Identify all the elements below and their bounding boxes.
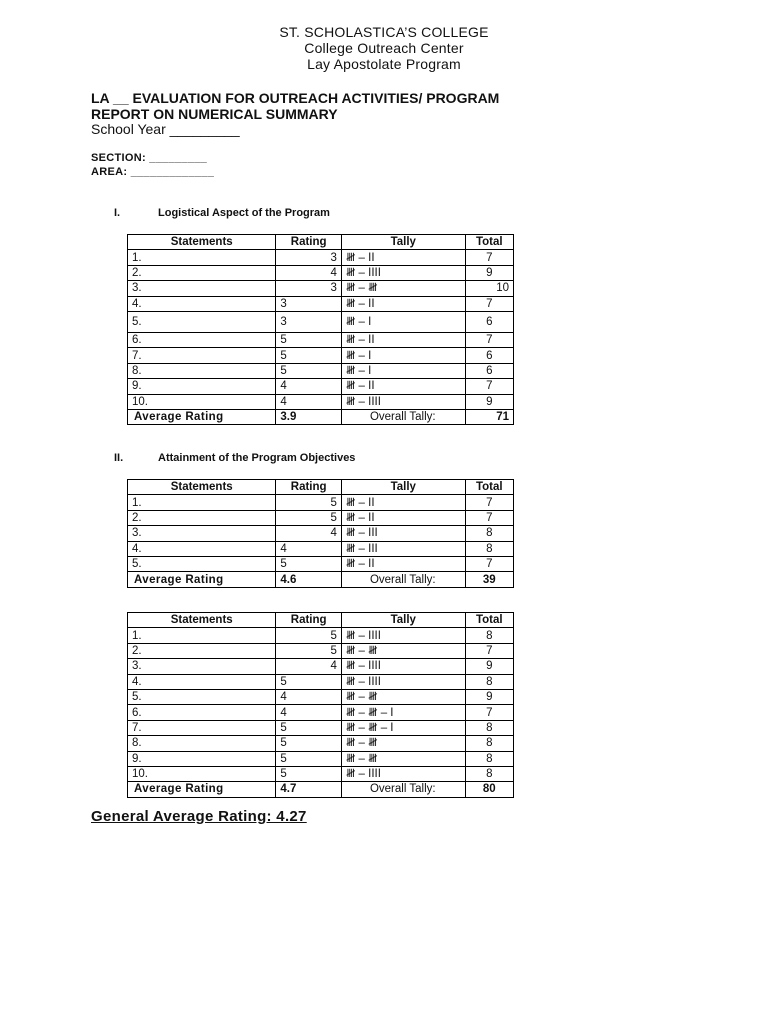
table-row (128, 659, 514, 674)
average-rating-value: 4.7 (276, 782, 342, 797)
total-cell: 9 (465, 659, 513, 674)
general-average-rating: General Average Rating: 4.27 (91, 808, 307, 825)
statement-cell: 1. (128, 628, 276, 643)
statement-cell: 4. (128, 674, 276, 689)
col-tally: Tally (341, 613, 465, 628)
rating-cell: 4 (276, 379, 342, 394)
rating-cell: 5 (276, 736, 342, 751)
total-cell: 7 (465, 250, 513, 265)
average-rating-label: Average Rating (128, 409, 276, 424)
col-total: Total (465, 235, 513, 250)
statement-cell: 6. (128, 705, 276, 720)
rating-cell: 4 (276, 265, 342, 280)
total-cell: 7 (465, 705, 513, 720)
tally-cell: 𝍸 – I (341, 348, 465, 363)
total-cell: 8 (465, 766, 513, 781)
overall-tally-value: 71 (465, 409, 513, 424)
statement-cell: 1. (128, 250, 276, 265)
total-cell: 7 (465, 510, 513, 525)
table-row (128, 363, 514, 378)
table-header-row (128, 235, 514, 250)
area-field: AREA: _____________ (91, 166, 215, 178)
statement-cell: 5. (128, 689, 276, 704)
tally-cell: 𝍸 – 𝍸 (341, 736, 465, 751)
tally-cell: 𝍸 – IIII (341, 766, 465, 781)
tally-cell: 𝍸 – 𝍸 (341, 689, 465, 704)
section-1-title: Logistical Aspect of the Program (158, 207, 330, 219)
tally-cell: 𝍸 – II (341, 510, 465, 525)
document-title (91, 90, 499, 122)
table-row (128, 736, 514, 751)
average-row (128, 782, 514, 797)
tally-cell: 𝍸 – II (341, 379, 465, 394)
col-tally: Tally (341, 480, 465, 495)
statement-cell: 8. (128, 736, 276, 751)
table-row (128, 705, 514, 720)
total-cell: 6 (465, 363, 513, 378)
overall-tally-label: Overall Tally: (341, 782, 465, 797)
rating-cell: 5 (276, 363, 342, 378)
average-row (128, 409, 514, 424)
rating-cell: 3 (276, 250, 342, 265)
tally-cell: 𝍸 – 𝍸 – I (341, 720, 465, 735)
total-cell: 8 (465, 628, 513, 643)
table-row (128, 265, 514, 280)
table-row (128, 556, 514, 571)
tally-cell: 𝍸 – IIII (341, 674, 465, 689)
table-row (128, 332, 514, 347)
total-cell: 9 (465, 689, 513, 704)
section-2-heading (114, 452, 355, 464)
overall-tally-value: 39 (465, 572, 513, 587)
statement-cell: 7. (128, 348, 276, 363)
rating-cell: 5 (276, 495, 342, 510)
col-rating: Rating (276, 613, 342, 628)
total-cell: 8 (465, 720, 513, 735)
rating-cell: 5 (276, 510, 342, 525)
statement-cell: 6. (128, 332, 276, 347)
rating-cell: 3 (276, 296, 342, 311)
tally-cell: 𝍸 – I (341, 363, 465, 378)
table-row (128, 281, 514, 296)
rating-cell: 5 (276, 628, 342, 643)
statement-cell: 10. (128, 766, 276, 781)
center-name: College Outreach Center (304, 40, 464, 56)
statement-cell: 9. (128, 751, 276, 766)
tally-cell: 𝍸 – IIII (341, 265, 465, 280)
statement-cell: 3. (128, 526, 276, 541)
tally-cell: 𝍸 – III (341, 526, 465, 541)
total-cell: 6 (465, 348, 513, 363)
overall-tally-label: Overall Tally: (341, 572, 465, 587)
table-row (128, 720, 514, 735)
school-year-field: School Year _________ (91, 121, 240, 137)
section-field: SECTION: _________ (91, 152, 208, 164)
rating-cell: 5 (276, 643, 342, 658)
tally-cell: 𝍸 – III (341, 541, 465, 556)
table-row (128, 394, 514, 409)
rating-cell: 4 (276, 526, 342, 541)
table-program-objectives-continued (127, 612, 514, 798)
total-cell: 8 (465, 526, 513, 541)
title-line-1: LA __ EVALUATION FOR OUTREACH ACTIVITIES/ PROGRAM (91, 90, 500, 106)
rating-cell: 5 (276, 348, 342, 363)
col-statements: Statements (128, 613, 276, 628)
statement-cell: 9. (128, 379, 276, 394)
average-row (128, 572, 514, 587)
table-row (128, 643, 514, 658)
statement-cell: 7. (128, 720, 276, 735)
tally-cell: 𝍸 – 𝍸 – I (341, 705, 465, 720)
col-total: Total (465, 613, 513, 628)
table-program-objectives (127, 479, 514, 588)
average-rating-label: Average Rating (128, 572, 276, 587)
total-cell: 7 (465, 379, 513, 394)
average-rating-value: 3.9 (276, 409, 342, 424)
tally-cell: 𝍸 – IIII (341, 394, 465, 409)
table-row (128, 628, 514, 643)
document-header (0, 24, 768, 72)
rating-cell: 3 (276, 281, 342, 296)
rating-cell: 5 (276, 556, 342, 571)
col-statements: Statements (128, 480, 276, 495)
tally-cell: 𝍸 – 𝍸 (341, 751, 465, 766)
tally-cell: 𝍸 – II (341, 332, 465, 347)
table-row (128, 379, 514, 394)
col-tally: Tally (341, 235, 465, 250)
program-name: Lay Apostolate Program (307, 56, 461, 72)
col-statements: Statements (128, 235, 276, 250)
rating-cell: 4 (276, 705, 342, 720)
title-line-2: REPORT ON NUMERICAL SUMMARY (91, 106, 338, 122)
total-cell: 8 (465, 736, 513, 751)
statement-cell: 5. (128, 311, 276, 332)
rating-cell: 4 (276, 659, 342, 674)
total-cell: 9 (465, 265, 513, 280)
tally-cell: 𝍸 – II (341, 250, 465, 265)
rating-cell: 4 (276, 394, 342, 409)
total-cell: 7 (465, 332, 513, 347)
table-header-row (128, 613, 514, 628)
college-name: ST. SCHOLASTICA’S COLLEGE (279, 24, 489, 40)
tally-cell: 𝍸 – II (341, 296, 465, 311)
total-cell: 8 (465, 674, 513, 689)
table-row (128, 766, 514, 781)
statement-cell: 2. (128, 643, 276, 658)
statement-cell: 8. (128, 363, 276, 378)
section-1-number: I. (114, 207, 121, 219)
table-row (128, 541, 514, 556)
tally-cell: 𝍸 – II (341, 556, 465, 571)
table-row (128, 751, 514, 766)
total-cell: 8 (465, 751, 513, 766)
col-rating: Rating (276, 235, 342, 250)
total-cell: 7 (465, 495, 513, 510)
table-logistical-aspect (127, 234, 514, 425)
total-cell: 9 (465, 394, 513, 409)
total-cell: 7 (465, 556, 513, 571)
statement-cell: 3. (128, 659, 276, 674)
table-header-row (128, 480, 514, 495)
table-row (128, 526, 514, 541)
total-cell: 7 (465, 643, 513, 658)
statement-cell: 10. (128, 394, 276, 409)
rating-cell: 5 (276, 332, 342, 347)
statement-cell: 4. (128, 541, 276, 556)
table-row (128, 311, 514, 332)
statement-cell: 4. (128, 296, 276, 311)
col-total: Total (465, 480, 513, 495)
statement-cell: 2. (128, 265, 276, 280)
table-row (128, 348, 514, 363)
total-cell: 8 (465, 541, 513, 556)
average-rating-value: 4.6 (276, 572, 342, 587)
col-rating: Rating (276, 480, 342, 495)
table-row (128, 689, 514, 704)
rating-cell: 5 (276, 720, 342, 735)
rating-cell: 5 (276, 674, 342, 689)
table-row (128, 250, 514, 265)
statement-cell: 5. (128, 556, 276, 571)
tally-cell: 𝍸 – II (341, 495, 465, 510)
section-1-heading (114, 207, 330, 219)
rating-cell: 3 (276, 311, 342, 332)
table-row (128, 296, 514, 311)
tally-cell: 𝍸 – IIII (341, 659, 465, 674)
rating-cell: 5 (276, 766, 342, 781)
rating-cell: 4 (276, 689, 342, 704)
table-row (128, 674, 514, 689)
section-2-title: Attainment of the Program Objectives (158, 452, 356, 464)
table-row (128, 510, 514, 525)
overall-tally-label: Overall Tally: (341, 409, 465, 424)
tally-cell: 𝍸 – IIII (341, 628, 465, 643)
statement-cell: 3. (128, 281, 276, 296)
tally-cell: 𝍸 – 𝍸 (341, 643, 465, 658)
overall-tally-value: 80 (465, 782, 513, 797)
table-row (128, 495, 514, 510)
tally-cell: 𝍸 – I (341, 311, 465, 332)
rating-cell: 5 (276, 751, 342, 766)
total-cell: 10 (465, 281, 513, 296)
section-2-number: II. (114, 452, 124, 464)
tally-cell: 𝍸 – 𝍸 (341, 281, 465, 296)
statement-cell: 2. (128, 510, 276, 525)
total-cell: 6 (465, 311, 513, 332)
statement-cell: 1. (128, 495, 276, 510)
average-rating-label: Average Rating (128, 782, 276, 797)
rating-cell: 4 (276, 541, 342, 556)
total-cell: 7 (465, 296, 513, 311)
